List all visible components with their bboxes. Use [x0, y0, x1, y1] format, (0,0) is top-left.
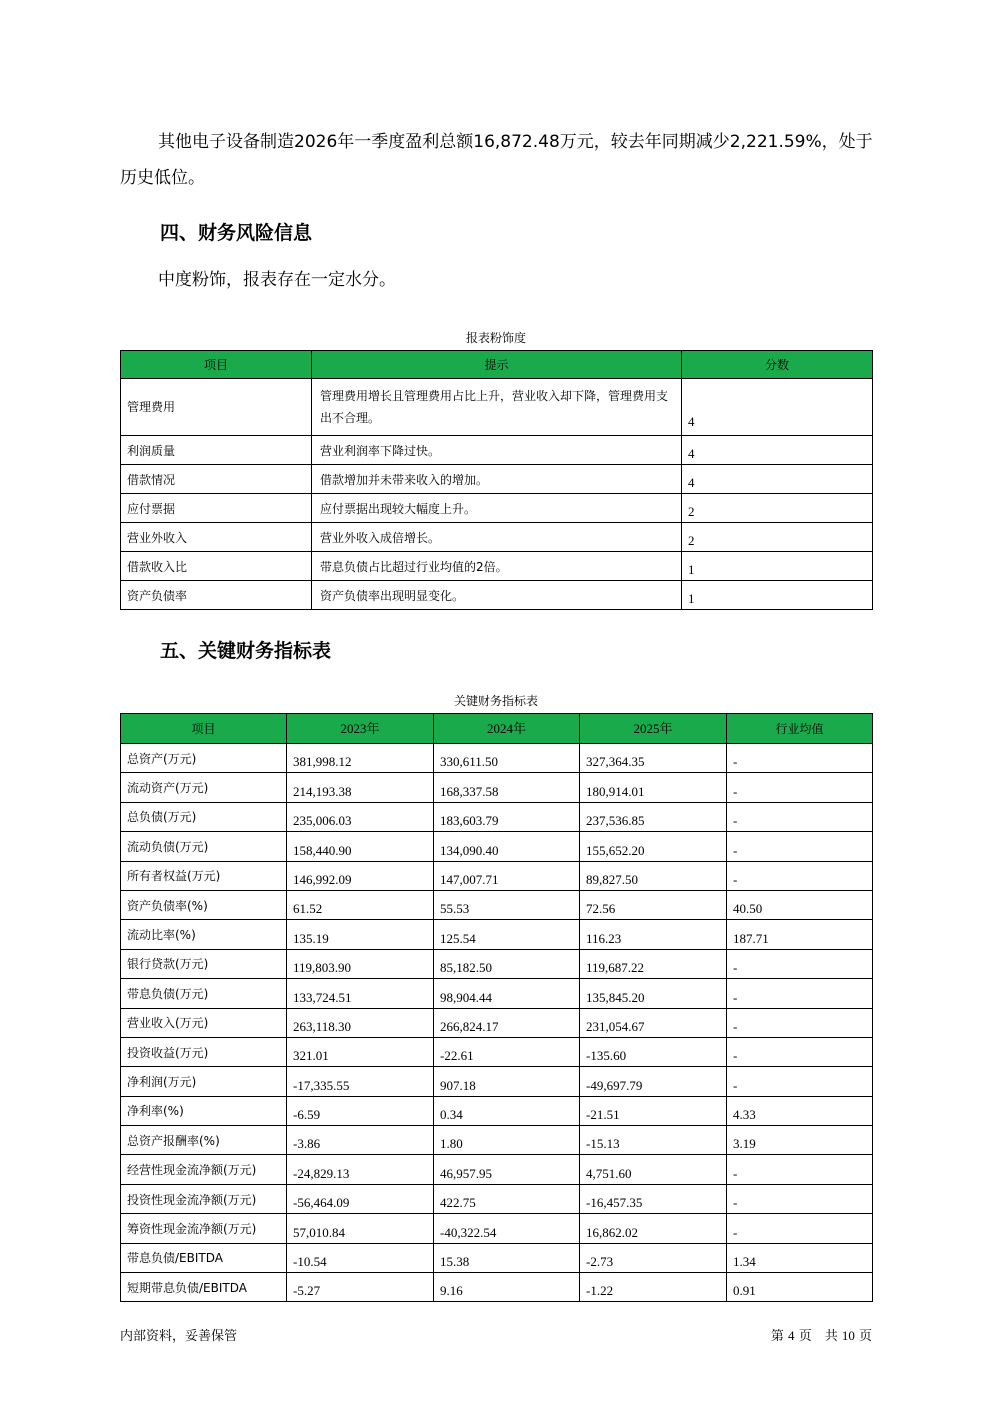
kpi-cell-item: 总资产报酬率(%) — [121, 1126, 287, 1155]
kpi-cell-2023: 263,118.30 — [287, 1008, 434, 1037]
kpi-table-row — [121, 1214, 873, 1243]
kpi-header-2025: 2025年 — [580, 714, 727, 744]
risk-cell-hint: 带息负债占比超过行业均值的2倍。 — [312, 552, 682, 581]
kpi-cell-2025: 135,845.20 — [580, 979, 727, 1008]
kpi-table-row — [121, 949, 873, 978]
kpi-cell-industry-avg: 187.71 — [727, 920, 873, 949]
risk-table-row — [121, 465, 873, 494]
kpi-cell-2023: -17,335.55 — [287, 1067, 434, 1096]
kpi-header-2024: 2024年 — [434, 714, 580, 744]
kpi-cell-2023: 235,006.03 — [287, 802, 434, 831]
kpi-cell-industry-avg: 0.91 — [727, 1273, 873, 1302]
kpi-table-row — [121, 979, 873, 1008]
kpi-cell-2024: 134,090.40 — [434, 832, 580, 861]
risk-table-row — [121, 379, 873, 436]
kpi-cell-2025: -16,457.35 — [580, 1184, 727, 1213]
kpi-cell-2023: 158,440.90 — [287, 832, 434, 861]
kpi-table-caption: 关键财务指标表 — [453, 694, 538, 708]
kpi-cell-industry-avg: - — [727, 861, 873, 890]
kpi-cell-2023: -10.54 — [287, 1243, 434, 1272]
kpi-cell-2023: 61.52 — [287, 890, 434, 919]
risk-table-row — [121, 494, 873, 523]
kpi-header-2023: 2023年 — [287, 714, 434, 744]
kpi-cell-2024: 55.53 — [434, 890, 580, 919]
risk-table-row — [121, 552, 873, 581]
kpi-table-row — [121, 1243, 873, 1272]
risk-cell-hint: 资产负债率出现明显变化。 — [312, 581, 682, 610]
kpi-cell-industry-avg: - — [727, 979, 873, 1008]
kpi-cell-2025: 116.23 — [580, 920, 727, 949]
kpi-cell-2025: 119,687.22 — [580, 949, 727, 978]
kpi-cell-2024: 907.18 — [434, 1067, 580, 1096]
kpi-cell-item: 银行贷款(万元) — [121, 949, 287, 978]
kpi-table-row — [121, 1096, 873, 1125]
kpi-cell-item: 净利率(%) — [121, 1096, 287, 1125]
risk-header-item: 项目 — [121, 351, 312, 379]
section4-heading: 四、财务风险信息 — [160, 222, 313, 244]
footer-page-prefix: 第 — [770, 1329, 784, 1344]
kpi-cell-2024: 46,957.95 — [434, 1155, 580, 1184]
kpi-cell-2024: -40,322.54 — [434, 1214, 580, 1243]
kpi-cell-2024: 266,824.17 — [434, 1008, 580, 1037]
kpi-table-row — [121, 773, 873, 802]
risk-table-row — [121, 523, 873, 552]
kpi-cell-2023: -56,464.09 — [287, 1184, 434, 1213]
kpi-cell-2024: 98,904.44 — [434, 979, 580, 1008]
kpi-cell-2023: -3.86 — [287, 1126, 434, 1155]
risk-cell-score: 4 — [682, 465, 873, 494]
risk-table-header-row — [121, 351, 873, 379]
kpi-cell-item: 总资产(万元) — [121, 744, 287, 773]
kpi-cell-2025: -2.73 — [580, 1243, 727, 1272]
risk-cell-item: 应付票据 — [121, 494, 312, 523]
kpi-cell-2025: -135.60 — [580, 1037, 727, 1066]
kpi-cell-item: 带息负债/EBITDA — [121, 1243, 287, 1272]
risk-cell-hint: 营业利润率下降过快。 — [312, 436, 682, 465]
risk-cell-score: 2 — [682, 494, 873, 523]
intro-paragraph — [120, 124, 875, 196]
kpi-cell-2023: 119,803.90 — [287, 949, 434, 978]
kpi-cell-item: 资产负债率(%) — [121, 890, 287, 919]
kpi-cell-2025: -1.22 — [580, 1273, 727, 1302]
risk-cell-hint: 借款增加并未带来收入的增加。 — [312, 465, 682, 494]
section4-text: 中度粉饰，报表存在一定水分。 — [158, 270, 396, 290]
kpi-table-row — [121, 861, 873, 890]
kpi-cell-2023: 381,998.12 — [287, 744, 434, 773]
kpi-cell-2025: 72.56 — [580, 890, 727, 919]
risk-cell-score: 1 — [682, 581, 873, 610]
risk-cell-item: 管理费用 — [121, 379, 312, 436]
kpi-cell-industry-avg: - — [727, 1155, 873, 1184]
kpi-cell-2023: 321.01 — [287, 1037, 434, 1066]
kpi-cell-item: 所有者权益(万元) — [121, 861, 287, 890]
intro-line-2: 历史低位。 — [120, 168, 205, 188]
footer-confidential: 内部资料，妥善保管 — [120, 1329, 238, 1344]
kpi-cell-2024: -22.61 — [434, 1037, 580, 1066]
kpi-cell-item: 总负债(万元) — [121, 802, 287, 831]
risk-cell-hint: 营业外收入成倍增长。 — [312, 523, 682, 552]
risk-cell-item: 借款情况 — [121, 465, 312, 494]
risk-cell-hint: 管理费用增长且管理费用占比上升，营业收入却下降，管理费用支出不合理。 — [312, 379, 682, 436]
kpi-cell-2025: -15.13 — [580, 1126, 727, 1155]
kpi-table-row — [121, 1126, 873, 1155]
kpi-table-header-row — [121, 714, 873, 744]
kpi-cell-2024: 330,611.50 — [434, 744, 580, 773]
kpi-table-row — [121, 832, 873, 861]
footer-page-total: 10 — [841, 1328, 855, 1343]
kpi-table-row — [121, 1037, 873, 1066]
kpi-cell-2023: -5.27 — [287, 1273, 434, 1302]
kpi-cell-2023: 214,193.38 — [287, 773, 434, 802]
kpi-cell-2025: 4,751.60 — [580, 1155, 727, 1184]
risk-cell-hint: 应付票据出现较大幅度上升。 — [312, 494, 682, 523]
kpi-cell-industry-avg: - — [727, 1037, 873, 1066]
kpi-cell-industry-avg: - — [727, 802, 873, 831]
kpi-cell-2025: 89,827.50 — [580, 861, 727, 890]
kpi-cell-2024: 9.16 — [434, 1273, 580, 1302]
kpi-cell-industry-avg: - — [727, 1184, 873, 1213]
risk-cell-score: 1 — [682, 552, 873, 581]
risk-table-caption: 报表粉饰度 — [465, 331, 526, 345]
kpi-table-row — [121, 1008, 873, 1037]
risk-cell-score: 4 — [682, 436, 873, 465]
risk-header-hint: 提示 — [312, 351, 682, 379]
kpi-cell-item: 投资性现金流净额(万元) — [121, 1184, 287, 1213]
kpi-cell-2024: 168,337.58 — [434, 773, 580, 802]
kpi-cell-item: 流动比率(%) — [121, 920, 287, 949]
risk-cell-item: 营业外收入 — [121, 523, 312, 552]
kpi-cell-industry-avg: - — [727, 744, 873, 773]
kpi-cell-2024: 0.34 — [434, 1096, 580, 1125]
risk-cell-item: 借款收入比 — [121, 552, 312, 581]
section4-text-block — [120, 262, 875, 298]
kpi-table-row — [121, 1273, 873, 1302]
kpi-cell-industry-avg: 4.33 — [727, 1096, 873, 1125]
kpi-cell-2023: 146,992.09 — [287, 861, 434, 890]
footer-page-suffix: 页 — [858, 1329, 872, 1344]
intro-line-1: 其他电子设备制造2026年一季度盈利总额16,872.48万元，较去年同期减少2,221.59%，处于 — [158, 132, 873, 152]
kpi-cell-industry-avg: - — [727, 949, 873, 978]
kpi-table-row — [121, 1155, 873, 1184]
kpi-cell-2023: 135.19 — [287, 920, 434, 949]
risk-table — [120, 350, 873, 610]
kpi-cell-2025: 155,652.20 — [580, 832, 727, 861]
footer-page-mid: 页 共 — [798, 1329, 838, 1344]
kpi-cell-2023: -6.59 — [287, 1096, 434, 1125]
footer-page-number — [771, 1325, 872, 1344]
kpi-cell-industry-avg: 40.50 — [727, 890, 873, 919]
kpi-cell-2025: 231,054.67 — [580, 1008, 727, 1037]
kpi-cell-2025: -49,697.79 — [580, 1067, 727, 1096]
kpi-cell-2024: 85,182.50 — [434, 949, 580, 978]
kpi-header-item: 项目 — [121, 714, 287, 744]
kpi-cell-industry-avg: - — [727, 1008, 873, 1037]
kpi-cell-item: 短期带息负债/EBITDA — [121, 1273, 287, 1302]
kpi-table-row — [121, 1184, 873, 1213]
kpi-cell-industry-avg: - — [727, 773, 873, 802]
kpi-cell-2023: 133,724.51 — [287, 979, 434, 1008]
risk-header-score: 分数 — [682, 351, 873, 379]
kpi-cell-item: 流动负债(万元) — [121, 832, 287, 861]
risk-cell-item: 资产负债率 — [121, 581, 312, 610]
kpi-cell-2024: 125.54 — [434, 920, 580, 949]
risk-cell-item: 利润质量 — [121, 436, 312, 465]
kpi-table — [120, 713, 873, 1302]
kpi-cell-item: 流动资产(万元) — [121, 773, 287, 802]
kpi-cell-2025: 16,862.02 — [580, 1214, 727, 1243]
kpi-table-row — [121, 890, 873, 919]
risk-table-row — [121, 436, 873, 465]
kpi-cell-2025: 327,364.35 — [580, 744, 727, 773]
kpi-cell-item: 经营性现金流净额(万元) — [121, 1155, 287, 1184]
kpi-cell-item: 营业收入(万元) — [121, 1008, 287, 1037]
kpi-cell-industry-avg: - — [727, 1214, 873, 1243]
kpi-cell-2025: 180,914.01 — [580, 773, 727, 802]
kpi-table-row — [121, 744, 873, 773]
kpi-cell-item: 筹资性现金流净额(万元) — [121, 1214, 287, 1243]
risk-table-row — [121, 581, 873, 610]
risk-cell-score: 4 — [682, 379, 873, 436]
kpi-cell-2024: 422.75 — [434, 1184, 580, 1213]
kpi-cell-2024: 15.38 — [434, 1243, 580, 1272]
section5-heading: 五、关键财务指标表 — [160, 640, 332, 662]
footer-page-current: 4 — [788, 1328, 795, 1343]
kpi-cell-item: 投资收益(万元) — [121, 1037, 287, 1066]
kpi-cell-2024: 147,007.71 — [434, 861, 580, 890]
kpi-cell-industry-avg: - — [727, 1067, 873, 1096]
kpi-cell-item: 净利润(万元) — [121, 1067, 287, 1096]
kpi-table-row — [121, 1067, 873, 1096]
kpi-cell-2024: 1.80 — [434, 1126, 580, 1155]
kpi-cell-item: 带息负债(万元) — [121, 979, 287, 1008]
risk-cell-score: 2 — [682, 523, 873, 552]
kpi-cell-2025: -21.51 — [580, 1096, 727, 1125]
kpi-cell-2024: 183,603.79 — [434, 802, 580, 831]
kpi-table-row — [121, 802, 873, 831]
kpi-cell-industry-avg: - — [727, 832, 873, 861]
kpi-cell-industry-avg: 3.19 — [727, 1126, 873, 1155]
kpi-table-row — [121, 920, 873, 949]
kpi-cell-industry-avg: 1.34 — [727, 1243, 873, 1272]
kpi-header-industry-avg: 行业均值 — [727, 714, 873, 744]
kpi-cell-2023: -24,829.13 — [287, 1155, 434, 1184]
kpi-cell-2023: 57,010.84 — [287, 1214, 434, 1243]
kpi-cell-2025: 237,536.85 — [580, 802, 727, 831]
